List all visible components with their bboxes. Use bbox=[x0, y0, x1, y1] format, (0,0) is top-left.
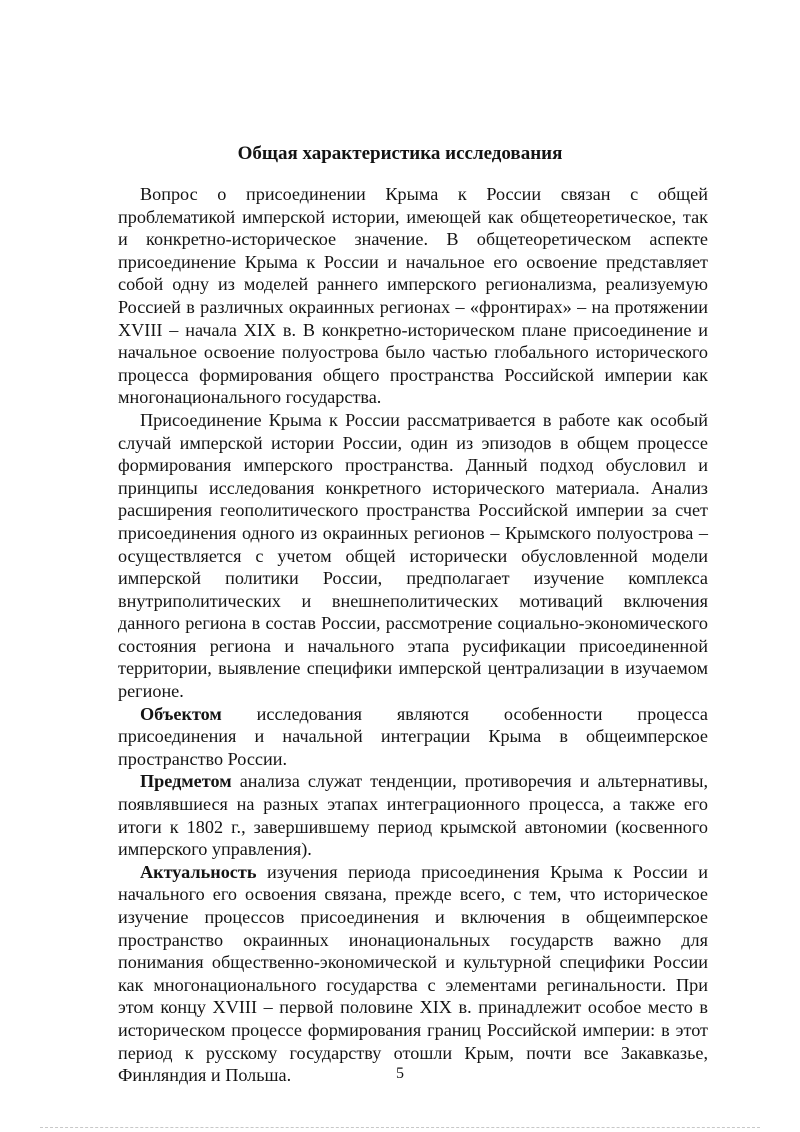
paragraph-relevance bbox=[118, 861, 708, 1087]
paragraph-1 bbox=[118, 183, 708, 409]
paragraph-text: анализа служат тенденции, противоречия и альтернативы, появлявшиеся на разных этапах интеграционного процесса, а также его итоги к 1802 г., завершившему период крымской автономии (косвенного имперского управления). bbox=[118, 771, 708, 860]
document-body bbox=[118, 183, 708, 1087]
paragraph-text: изучения периода присоединения Крыма к России и начального его освоения связана, прежде всего, с тем, что историческое изучение процессов присоединения и включения в общеимперское пространство окраинных инонациональных государств важно для понимания общественно-экономической и культурной специфики России как многонационального государства с элементами регинальности. При этом концу XVIII – первой половине XIX в. принадлежит особое место в историческом процессе формирования границ Российской империи: в этот период к русскому государству отошли Крым, почти все Закавказье, Финляндия и Польша. bbox=[118, 861, 708, 1086]
paragraph-text: Вопрос о присоединении Крыма к России связан с общей проблематикой имперской истории, имеющей как общетеоретическое, так и конкретно-историческое значение. В общетеоретическом аспекте присоединение Крыма к России и начальное его освоение представляет собой одну из моделей раннего имперского регионализма, реализуемую Россией в различных окраинных регионах – «фронтирах» – на протяжении XVIII – начала XIX в. В конкретно-историческом плане присоединение и начальное освоение полуострова было частью глобального исторического процесса формирования общего пространства Российской империи как многонационального государства. bbox=[118, 184, 708, 408]
paragraph-text: исследования являются особенности процесса присоединения и начальной интеграции Крыма в общеимперское пространство России. bbox=[118, 703, 708, 769]
bottom-divider bbox=[40, 1127, 760, 1128]
paragraph-lead-term: Объектом bbox=[140, 703, 222, 724]
paragraph-lead-term: Предметом bbox=[140, 771, 232, 792]
paragraph-subject bbox=[118, 770, 708, 860]
paragraph-object bbox=[118, 703, 708, 771]
paragraph-text: Присоединение Крыма к России рассматривается в работе как особый случай имперской истории России, один из эпизодов в общем процессе формирования имперского пространства. Данный подход обусловил и принципы исследования конкретного исторического материала. Анализ расширения геополитического пространства Российской империи за счет присоединения одного из окраинных регионов – Крымского полуострова – осуществляется с учетом общей исторически обусловленной модели имперской политики России, предполагает изучение комплекса внутриполитических и внешнеполитических мотиваций включения данного региона в состав России, рассмотрение социально-экономического состояния региона и начального этапа русификации присоединенной территории, выявление специфики имперской централизации в изучаемом регионе. bbox=[118, 409, 708, 702]
paragraph-2 bbox=[118, 409, 708, 703]
page-number: 5 bbox=[396, 1065, 404, 1082]
section-heading: Общая характеристика исследования bbox=[237, 143, 563, 164]
paragraph-lead-term: Актуальность bbox=[140, 861, 257, 882]
